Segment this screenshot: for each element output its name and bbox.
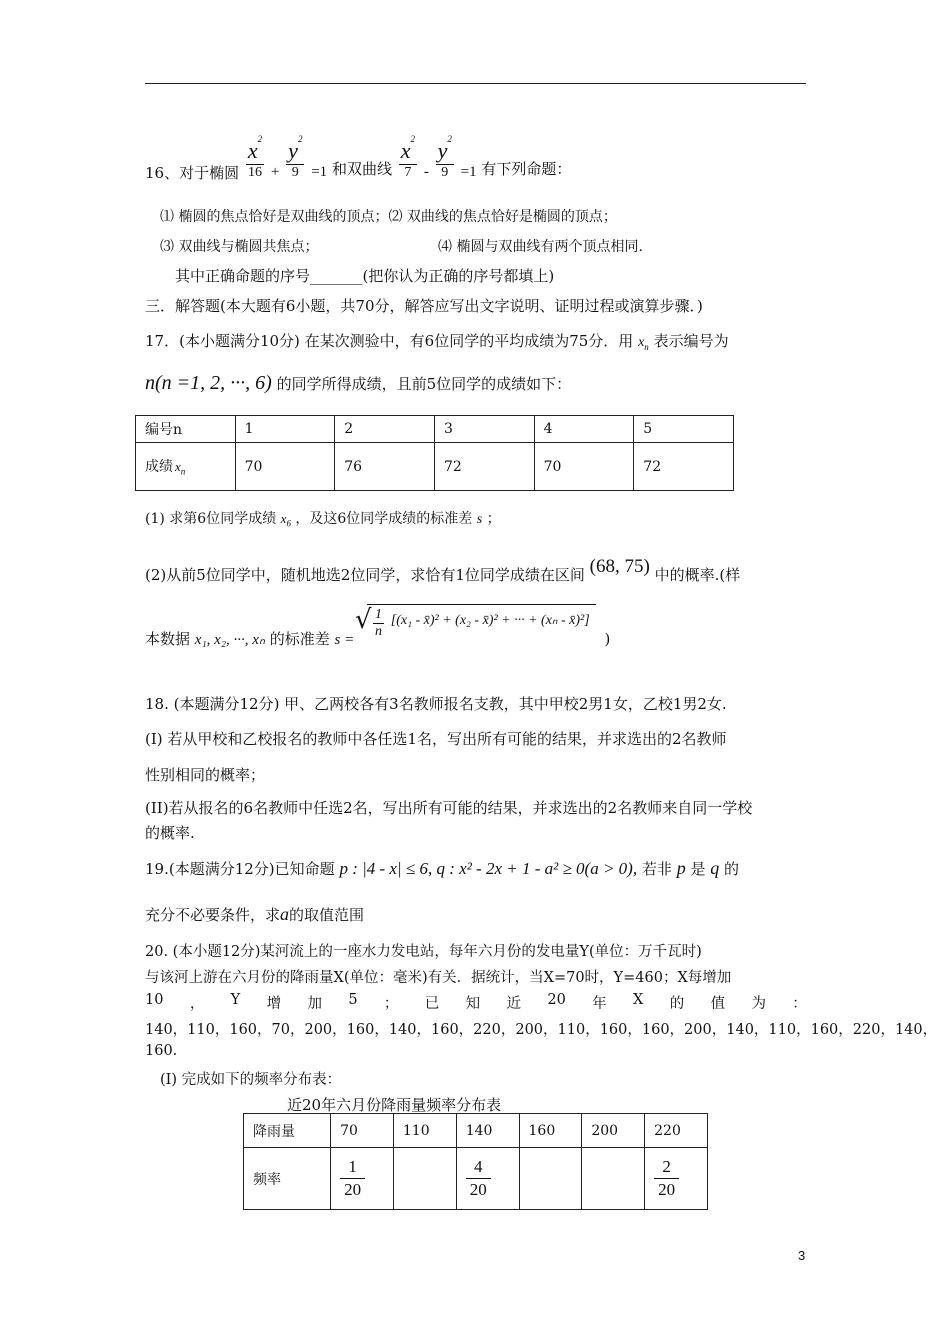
hyperbola-x-fraction: $\frac{x^2}{7}$ (400, 133, 416, 180)
freq-160 (519, 1148, 582, 1210)
q18-line1: 18. (本题满分12分) 甲、乙两校各有3名教师报名支教，其中甲校2男1女，乙校1男2女. (145, 695, 727, 713)
section-3-heading: 三．解答题(本大题有6小题，共70分，解答应写出文字说明、证明过程或演算步骤．) (145, 297, 703, 315)
q16-ask: 其中正确命题的序号_______(把你认为正确的序号都填上) (175, 267, 555, 285)
q17-sub1: (1) 求第6位同学成绩 $x_6$ ，及这6位同学成绩的标准差 s ； (145, 511, 501, 529)
page-number: 3 (798, 1248, 806, 1263)
q17-line1: 17．(本小题满分10分) 在某次测验中，有6位同学的平均成绩为75分．用 $x_n$ 表示编号为 (145, 332, 729, 352)
q20-values-end: 160. (145, 1043, 178, 1059)
q20-line1: 20. (本小题12分)某河流上的一座水力发电站，每年六月份的发电量Y(单位：万千瓦时) (145, 944, 702, 960)
q17-note: 本数据 x₁, x₂, ···, xₙ 的标准差 s = √ $\frac{1}{n}$ [(x₁ - x̄)² + (x₂ - x̄)² + ··· + (xₙ - x̄)²] ) (145, 604, 610, 640)
q20-values: 140，110，160，70，200，160，140，160，220，200，110，160，160，200，140，110，160，220，140， (145, 1022, 938, 1038)
std-formula-sqrt: √ $\frac{1}{n}$ [(x₁ - x̄)² + (x₂ - x̄)² + ··· + (xₙ - x̄)²] (367, 604, 596, 640)
freq-140: $\frac{4}{20}$ (466, 1157, 491, 1200)
ellipse-x-fraction: $\frac{x^2}{16}$ (247, 133, 263, 180)
hyperbola-y-fraction: $\frac{y^2}{9}$ (437, 133, 452, 180)
frequency-table-title: 近20年六月份降雨量频率分布表 (287, 1096, 502, 1114)
frequency-table: 降雨量 70 110 140 160 200 220 频率 $\frac{1}{20}$ $\frac{4}{20}$ $\frac{2}{20}$ (243, 1113, 708, 1210)
q20-sub1: (I) 完成如下的频率分布表： (160, 1072, 342, 1088)
q16-proposition-4: ⑷ 椭圆与双曲线有两个顶点相同. (438, 239, 643, 255)
q18-line2: (I) 若从甲校和乙校报名的教师中各任选1名，写出所有可能的结果，并求选出的2名教师 (145, 730, 727, 748)
q18-line3: 性别相同的概率； (145, 766, 266, 784)
q16-line: 16、对于椭圆 $\frac{x^2}{16}$ + $\frac{y^2}{9}$ =1 和双曲线 $\frac{x^2}{7}$ - $\frac{y^2}{9}$ =1 有下列命题： (145, 133, 572, 182)
q17-line2: n(n =1, 2, ···, 6) 的同学所得成绩，且前5位同学的成绩如下： (145, 372, 572, 394)
q16-propositions-1: ⑴ 椭圆的焦点恰好是双曲线的顶点；⑵ 双曲线的焦点恰好是椭圆的顶点； (160, 209, 617, 225)
interval: (68, 75) (589, 556, 650, 577)
ellipse-y-fraction: $\frac{y^2}{9}$ (288, 133, 303, 180)
freq-110 (393, 1148, 456, 1210)
q16-prefix: 16、对于椭圆 (145, 163, 240, 182)
q20-line2: 与该河上游在六月份的降雨量X(单位：毫米)有关．据统计，当X=70时，Y=460；X每增加 (145, 970, 732, 986)
freq-200 (582, 1148, 645, 1210)
q20-line3: 10 ， Y 增 加 5 ； 已 知 近 20 年 X 的 值 为 ： (145, 992, 807, 1012)
header-rule (145, 83, 806, 84)
freq-70: $\frac{1}{20}$ (340, 1157, 365, 1200)
q17-sub2: (2)从前5位同学中，随机地选2位同学，求恰有1位同学成绩在区间 (68, 75) 中的概率.(样 (145, 556, 741, 584)
freq-220: $\frac{2}{20}$ (654, 1157, 679, 1200)
q16-mid: 和双曲线 (331, 159, 392, 178)
q18-line4: (II)若从报名的6名教师中任选2名，写出所有可能的结果，并求选出的2名教师来自同一学校 (145, 799, 753, 817)
q16-proposition-3: ⑶ 双曲线与椭圆共焦点； (160, 239, 319, 255)
scores-table: 编号n 1 2 3 4 5 成绩 $x_n$ 70 76 72 70 72 (135, 415, 734, 491)
q18-line5: 的概率. (145, 824, 195, 842)
xn-var: $x_n$ (638, 335, 649, 352)
q19-line1: 19.(本题满分12分)已知命题 p : |4 - x| ≤ 6, q : x² - 2x + 1 - a² ≥ 0(a > 0), 若非 p 是 q 的 (145, 858, 740, 878)
q19-line2: 充分不必要条件，求a的取值范围 (145, 904, 365, 924)
